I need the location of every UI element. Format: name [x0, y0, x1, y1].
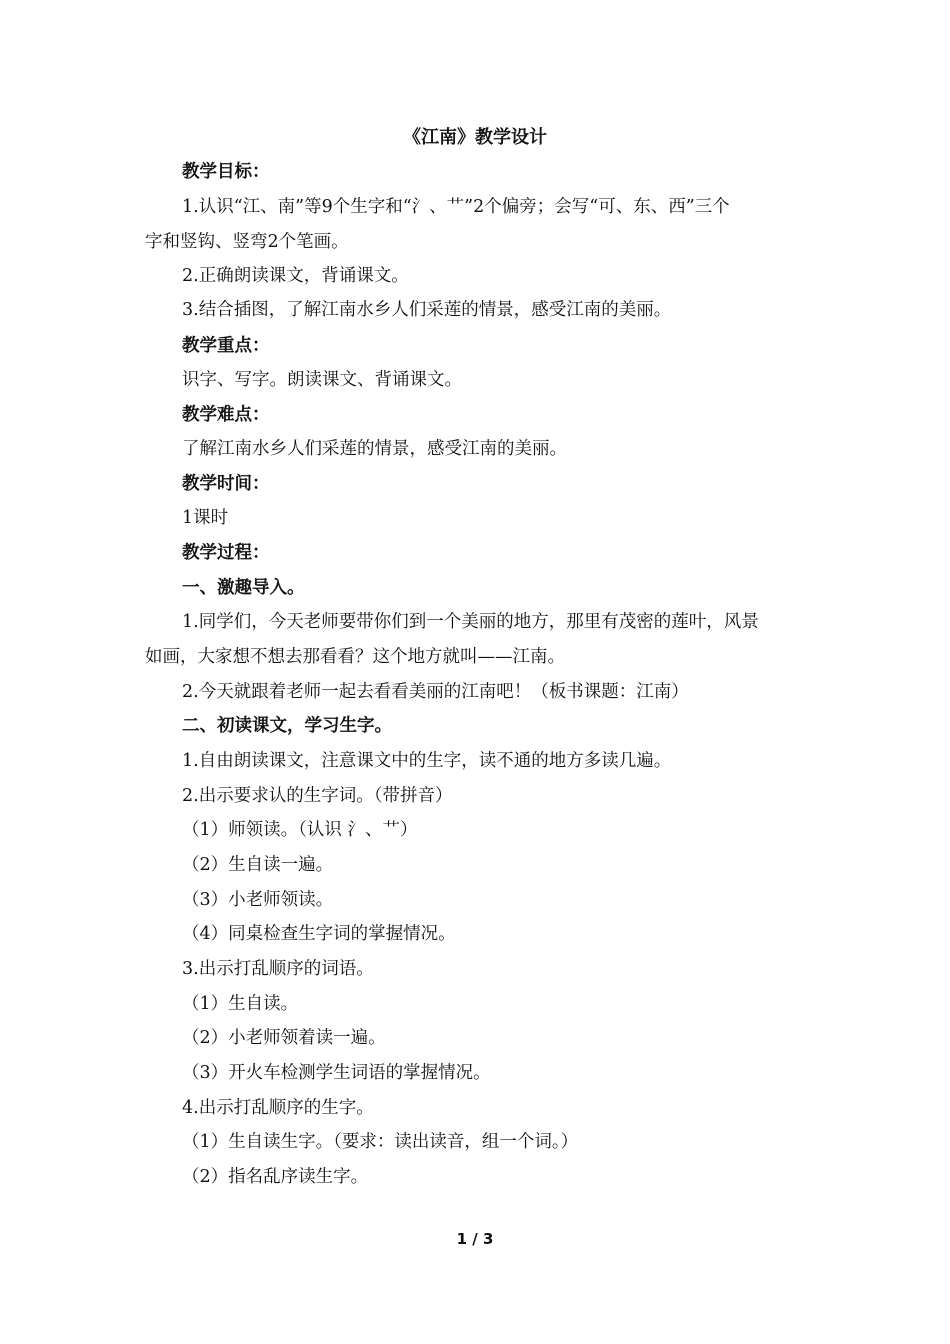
- section-2-item-2: 2.出示要求认的生字词。（带拼音）: [182, 786, 453, 806]
- time-text: 1课时: [182, 508, 229, 528]
- difficulty-text: 了解江南水乡人们采莲的情景，感受江南的美丽。: [182, 439, 567, 459]
- section-2-item-2-sub-4: （4）同桌检查生字词的掌握情况。: [182, 924, 456, 944]
- section-2-item-3-sub-3: （3）开火车检测学生词语的掌握情况。: [182, 1063, 491, 1083]
- page-number: 1 / 3: [456, 1230, 494, 1248]
- section-2-item-2-sub-2: （2）生自读一遍。: [182, 855, 334, 875]
- difficulty-heading: 教学难点：: [182, 405, 270, 425]
- section-1-item-1-line-1: 1.同学们，今天老师要带你们到一个美丽的地方，那里有茂密的莲叶，风景: [182, 612, 759, 632]
- document-title: 《江南》教学设计: [403, 127, 547, 148]
- time-heading: 教学时间：: [182, 474, 270, 494]
- section-2-item-2-sub-1: （1）师领读。（认识 氵、艹）: [182, 820, 418, 840]
- section-1-item-2: 2.今天就跟着老师一起去看看美丽的江南吧！（板书课题：江南）: [182, 682, 689, 702]
- goal-1-line-1: 1.认识“江、南”等9个生字和“氵、艹”2个偏旁；会写“可、东、西”三个: [182, 197, 730, 217]
- section-2-item-4-sub-1: （1）生自读生字。（要求：读出读音，组一个词。）: [182, 1132, 579, 1152]
- key-points-text: 识字、写字。朗读课文、背诵课文。: [182, 370, 462, 390]
- section-2-item-3-sub-1: （1）生自读。: [182, 994, 299, 1014]
- goal-1-line-2: 字和竖钩、竖弯2个笔画。: [145, 232, 349, 252]
- section-2-item-1: 1.自由朗读课文，注意课文中的生字，读不通的地方多读几遍。: [182, 751, 672, 771]
- goal-2: 2.正确朗读课文，背诵课文。: [182, 266, 409, 286]
- section-1-heading: 一、激趣导入。: [182, 578, 305, 598]
- section-1-item-1-line-2: 如画，大家想不想去那看看？这个地方就叫——江南。: [145, 647, 565, 667]
- section-2-item-3: 3.出示打乱顺序的词语。: [182, 959, 374, 979]
- key-points-heading: 教学重点：: [182, 336, 270, 356]
- section-2-heading: 二、初读课文，学习生字。: [182, 716, 392, 736]
- section-2-item-4: 4.出示打乱顺序的生字。: [182, 1098, 374, 1118]
- section-2-item-2-sub-3: （3）小老师领读。: [182, 890, 334, 910]
- goals-heading: 教学目标：: [182, 162, 270, 182]
- section-2-item-4-sub-2: （2）指名乱序读生字。: [182, 1167, 369, 1187]
- section-2-item-3-sub-2: （2）小老师领着读一遍。: [182, 1028, 386, 1048]
- goal-3: 3.结合插图，了解江南水乡人们采莲的情景，感受江南的美丽。: [182, 300, 672, 320]
- process-heading: 教学过程：: [182, 543, 270, 563]
